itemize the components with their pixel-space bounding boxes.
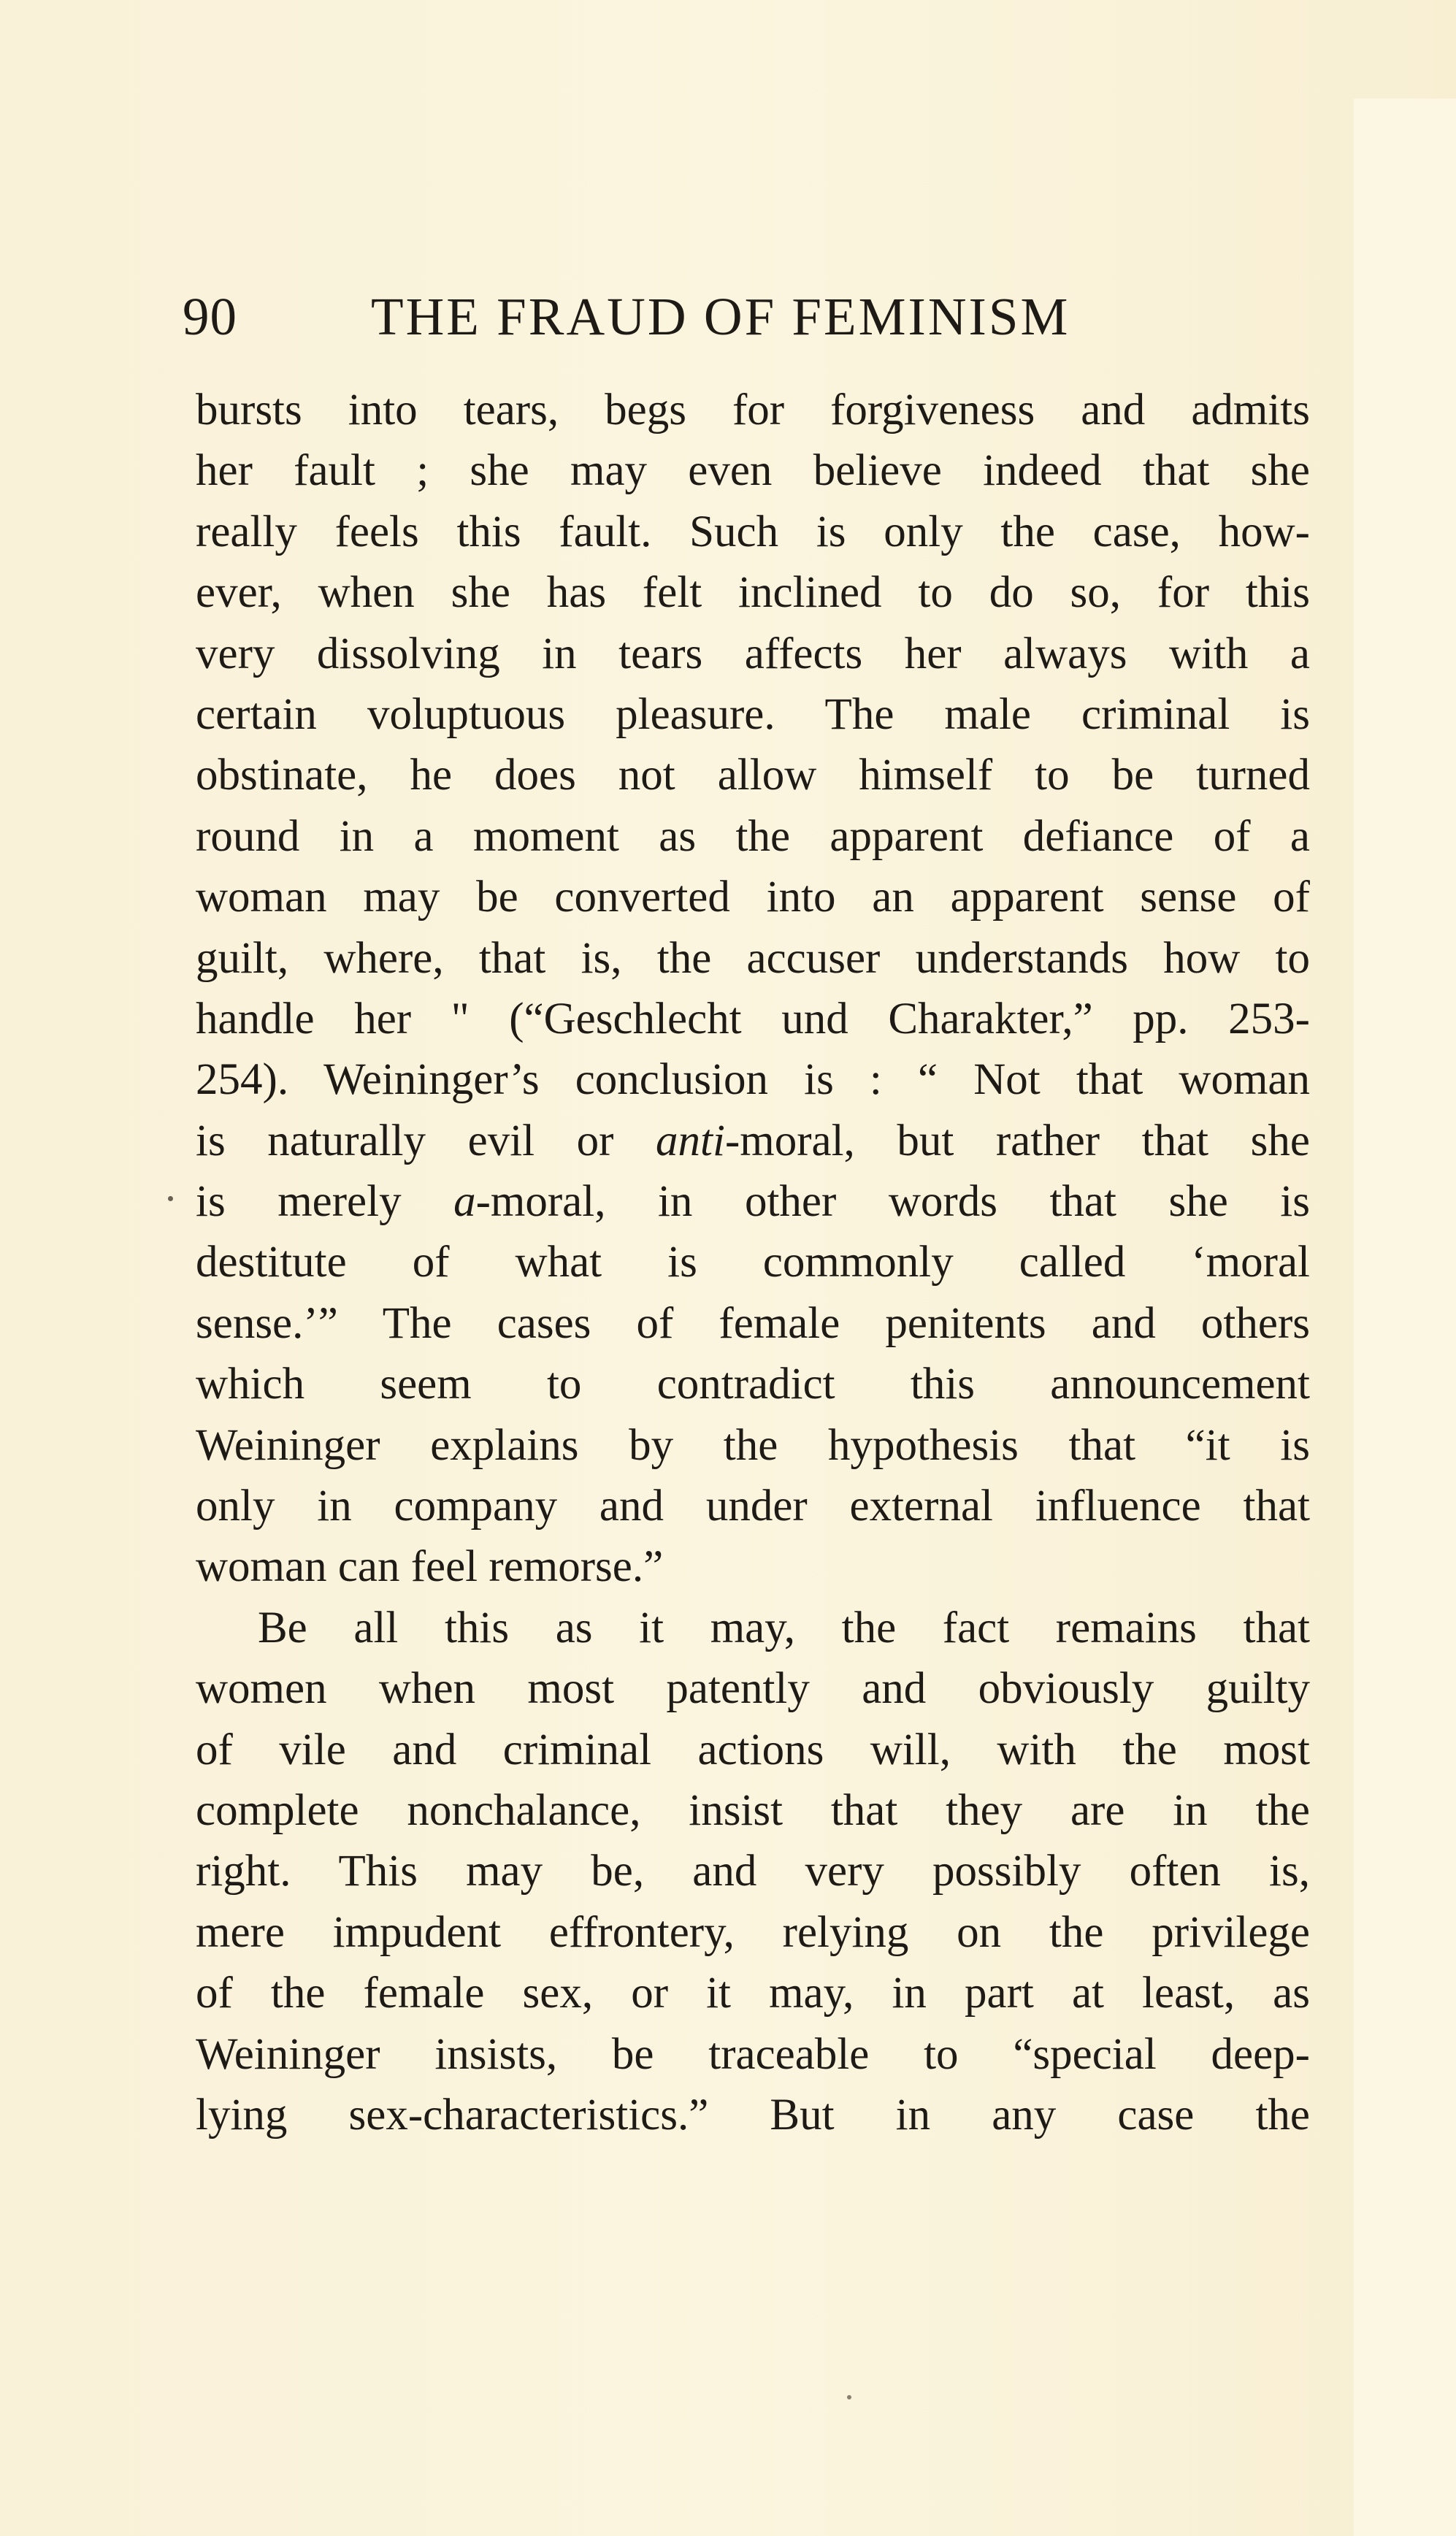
text-line: mere impudent effrontery, relying on the privilege: [196, 1907, 1310, 1957]
text-line: which seem to contradict this announcement: [196, 1360, 1310, 1409]
text-line: guilt, where, that is, the accuser understands how to: [196, 933, 1310, 983]
text-line: 254). Weininger’s conclusion is : “ Not that woman: [196, 1055, 1310, 1105]
ink-speck: [847, 2395, 851, 2399]
text-line: complete nonchalance, insist that they are in the: [196, 1785, 1310, 1835]
paragraph-start-line: Be all this as it may, the fact remains that: [258, 1603, 1310, 1652]
text-line: very dissolving in tears affects her always with a: [196, 629, 1310, 678]
text-line: is naturally evil or anti-moral, but rather that she: [196, 1116, 1310, 1165]
text-line: Weininger explains by the hypothesis that “it is: [196, 1420, 1310, 1470]
text-line: handle her " (“Geschlecht und Charakter,” pp. 253-: [196, 994, 1310, 1043]
text-line: only in company and under external influence that: [196, 1482, 1310, 1531]
text-line: her fault ; she may even believe indeed that she: [196, 446, 1310, 496]
text-line: ever, when she has felt inclined to do so, for this: [196, 568, 1310, 618]
text-line: certain voluptuous pleasure. The male criminal is: [196, 689, 1310, 739]
text-line: destitute of what is commonly called ‘moral: [196, 1238, 1310, 1287]
italic-prefix: a: [453, 1177, 476, 1227]
page-edge-strip: [1354, 99, 1456, 2536]
text-line: bursts into tears, begs for forgiveness and admits: [196, 386, 1310, 434]
text-line: woman may be converted into an apparent sense of: [196, 873, 1310, 922]
text-line: of vile and criminal actions will, with the most: [196, 1725, 1310, 1774]
paragraph-end-line: woman can feel remorse.”: [196, 1542, 664, 1592]
page-header: [183, 286, 1322, 352]
running-title: THE FRAUD OF FEMINISM: [371, 287, 1070, 346]
margin-mark: [168, 1196, 173, 1201]
text-line: round in a moment as the apparent defiance of a: [196, 811, 1310, 861]
text-line: really feels this fault. Such is only the case, how-: [196, 507, 1310, 556]
text-line: lying sex-characteristics.” But in any case the: [196, 2090, 1310, 2139]
text-line: right. This may be, and very possibly often is,: [196, 1847, 1310, 1896]
italic-prefix: anti: [656, 1116, 725, 1165]
text-line: sense.’” The cases of female penitents and others: [196, 1298, 1310, 1348]
text-line: Weininger insists, be traceable to “special deep-: [196, 2029, 1310, 2079]
text-line: obstinate, he does not allow himself to be turned: [196, 751, 1310, 800]
body-text: [196, 380, 1310, 2145]
text-line: of the female sex, or it may, in part at least, as: [196, 1969, 1310, 2018]
page-number: 90: [183, 287, 237, 346]
text-line: is merely a-moral, in other words that she is: [196, 1177, 1310, 1227]
text-line: women when most patently and obviously guilty: [196, 1664, 1310, 1714]
